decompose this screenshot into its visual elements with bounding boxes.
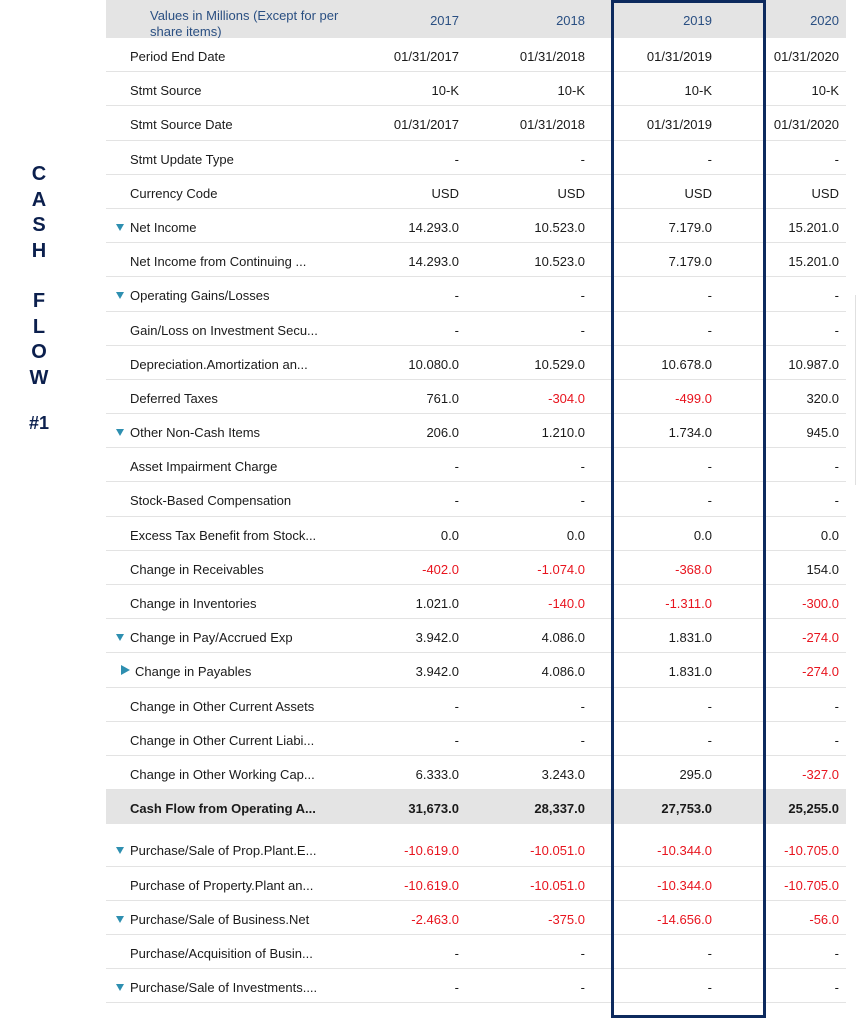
table-row	[106, 482, 846, 516]
value-cell: 0.0	[566, 527, 585, 543]
value-cell: -	[454, 698, 459, 714]
value-cell: 10-K	[811, 83, 839, 99]
row-label: Net Income from Continuing ...	[130, 254, 307, 270]
value-cell: USD	[557, 185, 585, 201]
row-label: Other Non-Cash Items	[130, 425, 261, 441]
expand-collapse-icon[interactable]	[116, 292, 124, 299]
value-cell: 01/31/2019	[646, 49, 712, 64]
value-cell: -	[580, 945, 585, 961]
value-cell: 25,255.0	[788, 801, 839, 817]
value-cell: USD	[811, 185, 839, 201]
value-cell: -	[707, 151, 712, 167]
row-label: Purchase/Sale of Investments....	[130, 980, 318, 996]
value-cell: 4.086.0	[541, 630, 585, 646]
row-label: Depreciation.Amortization an...	[130, 356, 308, 372]
value-cell: -	[580, 980, 585, 996]
value-cell: -300.0	[802, 596, 839, 611]
value-cell: 206.0	[426, 425, 459, 441]
side-letter: A	[31, 188, 47, 211]
value-cell: -	[707, 945, 712, 961]
value-cell: -	[834, 698, 839, 714]
expand-collapse-icon[interactable]	[116, 224, 124, 231]
value-cell: 7.179.0	[668, 254, 712, 270]
value-cell: 10.523.0	[534, 254, 585, 270]
table-row	[106, 517, 846, 551]
value-cell: 10-K	[431, 83, 459, 99]
value-cell: 1.021.0	[415, 596, 459, 611]
value-cell: 10.529.0	[534, 356, 585, 372]
value-cell: 1.734.0	[668, 425, 712, 441]
row-label: Change in Payables	[135, 664, 252, 680]
table-row	[106, 551, 846, 585]
value-cell: 01/31/2020	[773, 49, 839, 64]
row-label: Change in Other Current Liabi...	[130, 732, 315, 748]
value-cell: 15.201.0	[788, 219, 839, 235]
value-cell: -	[580, 493, 585, 509]
table-row	[106, 106, 846, 140]
value-cell: 27,753.0	[661, 801, 712, 817]
value-cell: -14.656.0	[657, 911, 712, 927]
value-cell: -10.619.0	[404, 877, 459, 893]
value-cell: -	[834, 459, 839, 475]
value-cell: -	[454, 288, 459, 304]
value-cell: -	[707, 980, 712, 996]
row-label: Net Income	[130, 219, 197, 235]
value-cell: 14.293.0	[408, 219, 459, 235]
value-cell: -499.0	[675, 390, 712, 406]
value-cell: 10.080.0	[408, 356, 459, 372]
row-label: Change in Inventories	[130, 596, 257, 611]
row-label: Gain/Loss on Investment Secu...	[130, 322, 318, 338]
value-cell: -140.0	[548, 596, 585, 611]
expand-collapse-icon[interactable]	[116, 429, 124, 436]
value-cell: 3.942.0	[415, 630, 459, 646]
row-label: Change in Other Working Cap...	[130, 766, 315, 782]
value-cell: -	[707, 288, 712, 304]
side-letter: W	[29, 366, 49, 389]
value-cell: 295.0	[679, 766, 712, 782]
value-cell: 0.0	[820, 527, 839, 543]
value-cell: 0.0	[693, 527, 712, 543]
table-row[interactable]	[106, 832, 846, 866]
table-row[interactable]	[106, 969, 846, 1003]
value-cell: 10-K	[557, 83, 585, 99]
value-cell: -	[454, 322, 459, 338]
value-cell: -10.619.0	[404, 843, 459, 859]
row-label: Change in Pay/Accrued Exp	[130, 630, 293, 646]
row-label: Operating Gains/Losses	[130, 288, 270, 304]
value-cell: 7.179.0	[668, 219, 712, 235]
table-row[interactable]	[106, 653, 846, 687]
table-row	[106, 72, 846, 106]
table-row	[106, 38, 846, 72]
value-cell: -327.0	[802, 766, 839, 782]
value-cell: -	[834, 322, 839, 338]
table-row	[106, 722, 846, 756]
value-cell: -	[580, 322, 585, 338]
value-cell: 31,673.0	[408, 801, 459, 817]
table-header	[106, 0, 846, 38]
value-cell: -274.0	[802, 630, 839, 646]
table-row	[106, 312, 846, 346]
value-cell: 01/31/2017	[393, 49, 459, 64]
row-label: Stock-Based Compensation	[130, 493, 292, 509]
side-letter: O	[31, 341, 47, 363]
row-label: Stmt Update Type	[130, 151, 234, 167]
value-cell: -	[580, 732, 585, 748]
value-cell: -	[707, 322, 712, 338]
table-row[interactable]	[106, 209, 846, 243]
value-cell: 10.523.0	[534, 219, 585, 235]
value-cell: 01/31/2019	[646, 117, 712, 133]
row-label: Purchase/Sale of Prop.Plant.E...	[130, 843, 317, 859]
value-cell: 320.0	[806, 390, 839, 406]
side-number: #1	[28, 413, 50, 433]
table-row	[106, 867, 846, 901]
table-row[interactable]	[106, 901, 846, 935]
value-cell: -10.344.0	[657, 877, 712, 893]
value-cell: -	[454, 493, 459, 509]
table-row	[106, 688, 846, 722]
value-cell: -10.705.0	[784, 877, 839, 893]
value-cell: -	[707, 698, 712, 714]
row-label: Currency Code	[130, 185, 218, 201]
value-cell: 10.678.0	[661, 356, 712, 372]
expand-collapse-icon[interactable]	[116, 984, 124, 991]
expand-collapse-icon[interactable]	[116, 847, 124, 854]
row-label: Cash Flow from Operating A...	[130, 801, 316, 817]
side-letter: F	[32, 290, 46, 312]
value-cell: 1.210.0	[541, 425, 585, 441]
value-cell: -	[454, 980, 459, 996]
row-label: Purchase/Sale of Business.Net	[130, 911, 310, 927]
row-label: Purchase/Acquisition of Busin...	[130, 945, 313, 961]
total-row	[106, 790, 846, 824]
side-letter: C	[31, 163, 47, 185]
value-cell: -	[454, 151, 459, 167]
value-cell: 01/31/2018	[519, 49, 585, 64]
value-cell: 6.333.0	[415, 766, 459, 782]
value-cell: -	[580, 698, 585, 714]
value-cell: 28,337.0	[534, 801, 585, 817]
value-cell: 4.086.0	[541, 664, 585, 680]
row-label: Period End Date	[130, 49, 226, 64]
table-row	[106, 585, 846, 619]
value-cell: -10.705.0	[784, 843, 839, 859]
value-cell: -402.0	[422, 561, 459, 577]
table-row	[106, 175, 846, 209]
value-cell: 14.293.0	[408, 254, 459, 270]
value-cell: -	[834, 980, 839, 996]
row-label: Change in Other Current Assets	[130, 698, 315, 714]
value-cell: -	[834, 945, 839, 961]
value-cell: -	[834, 151, 839, 167]
side-letter: H	[31, 239, 47, 262]
table-row	[106, 380, 846, 414]
value-cell: 01/31/2018	[519, 117, 585, 133]
value-cell: USD	[684, 185, 712, 201]
value-cell: -	[707, 459, 712, 475]
value-cell: -	[707, 493, 712, 509]
value-cell: -1.311.0	[665, 596, 712, 611]
value-cell: -304.0	[548, 390, 585, 406]
table-row	[106, 141, 846, 175]
value-cell: -	[454, 945, 459, 961]
value-cell: -	[580, 459, 585, 475]
value-cell: 3.942.0	[415, 664, 459, 680]
row-label: Purchase of Property.Plant an...	[130, 877, 314, 893]
value-cell: -	[454, 459, 459, 475]
value-cell: -56.0	[809, 911, 839, 927]
year-header-2017[interactable]: 2017	[430, 13, 459, 28]
value-cell: 761.0	[426, 390, 459, 406]
row-label: Excess Tax Benefit from Stock...	[130, 527, 317, 543]
row-label: Asset Impairment Charge	[130, 459, 278, 475]
expand-collapse-icon[interactable]	[116, 916, 124, 923]
value-cell: -	[707, 732, 712, 748]
value-cell: -1.074.0	[537, 561, 585, 577]
cash-flow-side-label	[28, 162, 50, 437]
value-cell: 01/31/2017	[393, 117, 459, 133]
value-cell: USD	[431, 185, 459, 201]
value-cell: -	[834, 493, 839, 509]
value-cell: -	[834, 288, 839, 304]
value-cell: 15.201.0	[788, 254, 839, 270]
year-header-2018[interactable]: 2018	[556, 13, 585, 28]
value-cell: -368.0	[675, 561, 712, 577]
table-row	[106, 243, 846, 277]
row-label: Change in Receivables	[130, 561, 264, 577]
expand-icon[interactable]	[121, 665, 130, 675]
table-row	[106, 935, 846, 969]
value-cell: 0.0	[440, 527, 459, 543]
value-cell: 10.987.0	[788, 356, 839, 372]
value-cell: -2.463.0	[411, 911, 459, 927]
table-row[interactable]	[106, 277, 846, 311]
value-cell: 1.831.0	[668, 664, 712, 680]
row-label: Stmt Source	[130, 83, 202, 99]
side-letter: L	[32, 315, 46, 338]
table-row	[106, 448, 846, 482]
table-row[interactable]	[106, 414, 846, 448]
table-body	[106, 38, 846, 1003]
year-header-2019[interactable]: 2019	[683, 13, 712, 28]
value-cell: 10-K	[684, 83, 712, 99]
value-cell: -10.051.0	[530, 843, 585, 859]
value-cell: -	[580, 288, 585, 304]
value-cell: 01/31/2020	[773, 117, 839, 133]
scrollbar-edge	[855, 295, 856, 485]
value-cell: -	[834, 732, 839, 748]
year-header-2020[interactable]: 2020	[810, 13, 839, 28]
side-letter: S	[32, 214, 46, 236]
value-cell: 1.831.0	[668, 630, 712, 646]
value-cell: -375.0	[548, 911, 585, 927]
row-label: Deferred Taxes	[130, 390, 218, 406]
expand-collapse-icon[interactable]	[116, 634, 124, 641]
table-row	[106, 756, 846, 790]
row-label: Stmt Source Date	[130, 117, 233, 133]
cash-flow-table	[106, 0, 846, 1003]
value-cell: -	[454, 732, 459, 748]
value-cell: -	[580, 151, 585, 167]
value-cell: 3.243.0	[541, 766, 585, 782]
value-cell: 154.0	[806, 561, 839, 577]
value-cell: -274.0	[802, 664, 839, 680]
table-row	[106, 346, 846, 380]
value-cell: -10.051.0	[530, 877, 585, 893]
value-cell: 945.0	[806, 425, 839, 441]
value-cell: -10.344.0	[657, 843, 712, 859]
header-label: Values in Millions (Except for per share items)	[150, 8, 339, 38]
table-row[interactable]	[106, 619, 846, 653]
